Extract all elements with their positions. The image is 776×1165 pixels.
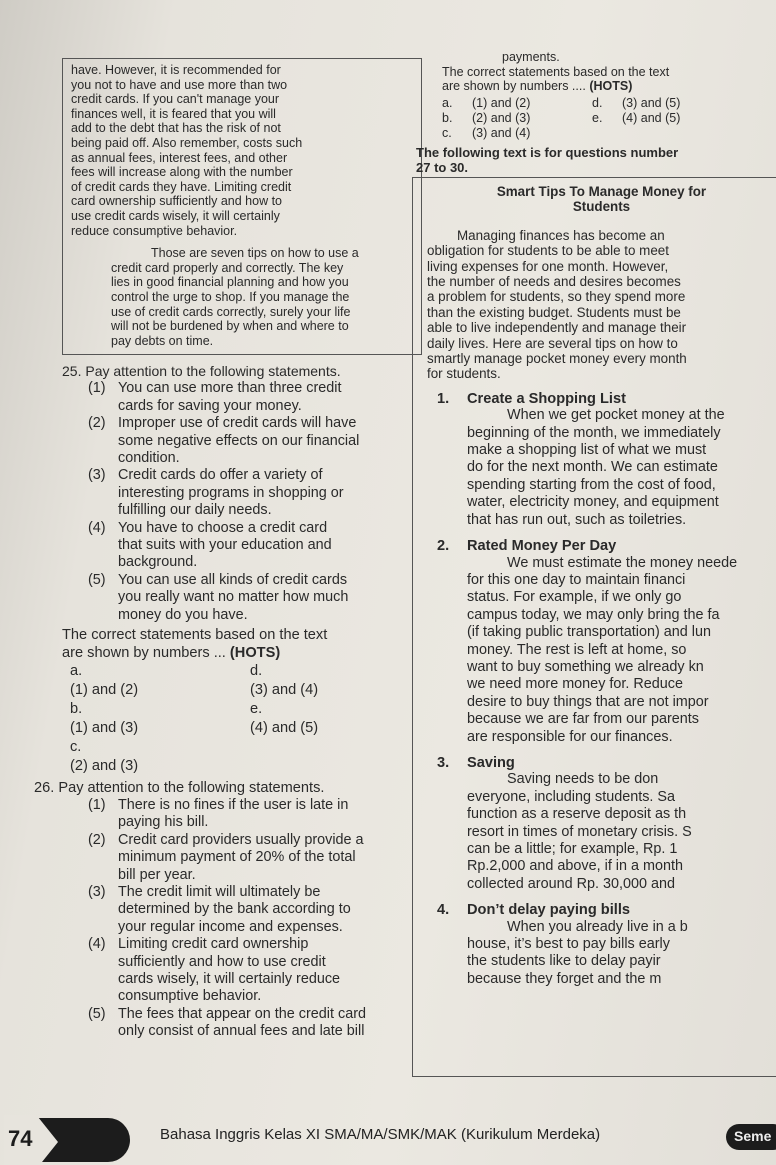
- tip-body: [467, 555, 776, 746]
- statement-item: [88, 884, 422, 936]
- tip-number: 1.: [437, 390, 450, 407]
- statement-item: [88, 797, 422, 832]
- statement-text: [118, 884, 422, 936]
- article-title: Smart Tips To Manage Money for Students: [496, 183, 707, 214]
- question-25-statements: [62, 380, 422, 624]
- text-line: status. For example, if we only go: [467, 589, 682, 606]
- credit-card-paragraph-1: [71, 63, 413, 238]
- answer-option: [592, 111, 742, 126]
- tip-number: 2.: [437, 538, 450, 555]
- book-title: Bahasa Inggris Kelas XI SMA/MA/SMK/MAK (Kurikulum Merdeka): [160, 1126, 601, 1143]
- text-line: spending starting from the cost of food,: [467, 476, 716, 493]
- text-line: because we are far from our parents: [467, 711, 699, 728]
- text-line: consumptive behavior.: [118, 988, 262, 1005]
- question-26: [34, 780, 422, 797]
- tip-number: 3.: [437, 754, 450, 771]
- text-line: because they forget and the m: [467, 970, 662, 987]
- page-footer: [0, 1112, 776, 1165]
- text-line: use credit cards wisely, it will certainly: [71, 208, 280, 223]
- page-number: 74: [8, 1126, 33, 1151]
- text-line: (if taking public transportation) and lun: [467, 624, 711, 641]
- question-26-continued: payments. The correct statements based on the text are shown by numbers .... (HOTS) a. (1) and (2) d. (3) and (5) b. (2) and (3) e. (4) and (5) c. (3) and (4): [442, 50, 776, 141]
- option-text: (3) and (4): [472, 125, 531, 140]
- answer-option: [592, 96, 742, 111]
- tip-heading: [437, 392, 776, 407]
- statement-text: [118, 936, 422, 1006]
- text-line: the number of needs and desires becomes: [427, 274, 681, 289]
- text-line: Those are seven tips on how to use a: [151, 246, 359, 261]
- text-line: lies in good financial planning and how you: [111, 275, 349, 290]
- statement-number: (2): [88, 831, 106, 848]
- statement-number: (3): [88, 884, 106, 900]
- tip-body: [467, 771, 776, 893]
- statement-text: [118, 467, 422, 519]
- statement-number: (4): [88, 936, 106, 953]
- text-line: able to live independently and manage their: [427, 320, 687, 336]
- option-text: (2) and (3): [472, 110, 531, 125]
- text-line: Credit cards do offer a variety of: [118, 467, 323, 484]
- statement-item: [88, 380, 422, 415]
- option-text: (1) and (3): [70, 719, 139, 736]
- statement-item: [88, 936, 422, 1006]
- text-line: function as a reserve deposit as th: [467, 806, 687, 823]
- question-25-prompt: The correct statements based on the text are shown by numbers ... (HOTS): [62, 626, 328, 661]
- text-line: some negative effects on our financial: [118, 432, 360, 449]
- statement-text: [118, 415, 422, 467]
- text-line: control the urge to shop. If you manage the: [111, 289, 350, 304]
- tip-body: [467, 919, 776, 989]
- text-line: The fees that appear on the credit card: [118, 1005, 366, 1022]
- statement-text: [118, 380, 422, 415]
- text-line: You can use more than three credit: [118, 380, 342, 397]
- statement-item: [88, 520, 422, 572]
- text-line: are responsible for our finances.: [467, 728, 673, 745]
- question-stem: Pay attention to the following statements.: [85, 363, 341, 380]
- text-line: obligation for students to be able to meet: [427, 243, 669, 259]
- text-line: condition.: [118, 449, 180, 466]
- text-line: living expenses for one month. However,: [427, 258, 669, 274]
- text-line: make a shopping list of what we must: [467, 442, 707, 459]
- tip-body: [467, 407, 776, 529]
- text-line: When you already live in a b: [507, 918, 688, 935]
- text-line: smartly manage pocket money every month: [427, 351, 687, 367]
- statement-item: [88, 832, 422, 884]
- answer-option: [70, 738, 250, 776]
- statement-number: (5): [88, 1005, 106, 1022]
- statement-number: (3): [88, 467, 106, 484]
- text-line: do for the next month. We can estimate: [467, 459, 718, 476]
- statement-number: (4): [88, 519, 106, 536]
- text-line: have. However, it is recommended for: [71, 63, 281, 77]
- text-line: When we get pocket money at the: [507, 407, 725, 424]
- text-line: card ownership sufficiently and how to: [71, 194, 282, 209]
- tip-number: 4.: [437, 902, 450, 919]
- text-line: sufficiently and how to use credit: [118, 953, 326, 970]
- statement-text: [118, 832, 422, 884]
- text-line: for students.: [427, 366, 501, 382]
- tip-title: Create a Shopping List: [467, 390, 626, 407]
- tip-title: Don’t delay paying bills: [467, 902, 630, 919]
- answer-option: [442, 126, 592, 141]
- statement-text: [118, 572, 422, 624]
- text-line: of credit cards they have. Limiting credit: [71, 179, 292, 194]
- text-line: background.: [118, 554, 198, 571]
- text-line: The credit limit will ultimately be: [118, 884, 321, 900]
- text-line: Rp.2,000 and above, if in a month: [467, 858, 684, 875]
- text-line: as annual fees, interest fees, and other: [71, 150, 288, 165]
- text-line: will not be burdened by when and where to: [111, 319, 349, 334]
- tip-heading: [437, 539, 776, 554]
- text-line: than the existing budget. Students must be: [427, 304, 681, 320]
- option-text: (4) and (5): [622, 110, 681, 125]
- text-line: fulfilling our daily needs.: [118, 502, 272, 519]
- text-line: You have to choose a credit card: [118, 519, 328, 536]
- option-letter: c.: [70, 738, 82, 755]
- text-line: water, electricity money, and equipment: [467, 494, 719, 511]
- option-letter: d.: [250, 662, 263, 679]
- option-letter: e.: [592, 110, 603, 125]
- text-line: credit cards. If you can't manage your: [71, 92, 280, 107]
- text-line: paying his bill.: [118, 814, 209, 831]
- question-26-options: [442, 96, 776, 141]
- answer-option: [250, 700, 410, 738]
- text-line: money do you have.: [118, 606, 248, 623]
- credit-card-text-box: [62, 58, 422, 355]
- text-line: add to the debt that has the risk of not: [71, 121, 281, 136]
- statement-number: (1): [88, 796, 106, 813]
- text-line: the students like to delay payir: [467, 953, 661, 970]
- tip-title: Rated Money Per Day: [467, 538, 617, 555]
- option-letter: e.: [250, 700, 263, 717]
- text-line: reduce consumptive behavior.: [71, 223, 238, 238]
- text-line: collected around Rp. 30,000 and: [467, 875, 676, 892]
- credit-card-paragraph-2: [71, 246, 413, 348]
- text-line: your regular income and expenses.: [118, 918, 343, 935]
- text-line: credit card properly and correctly. The key: [111, 260, 344, 275]
- option-letter: b.: [70, 700, 83, 717]
- smart-tips-text-box: [412, 177, 776, 1077]
- tip-heading: [437, 756, 776, 771]
- question-26-statements: [62, 797, 422, 1041]
- question-stem: Pay attention to the following statements.: [58, 779, 325, 796]
- answer-option: [250, 662, 410, 700]
- article-intro: [427, 228, 776, 382]
- question-number: 26.: [34, 779, 55, 796]
- tip-title: Saving: [467, 754, 515, 771]
- text-line: fees will increase along with the number: [71, 165, 293, 180]
- text-line: only consist of annual fees and late bill: [118, 1023, 365, 1040]
- option-text: (1) and (2): [70, 681, 139, 698]
- text-line: being paid off. Also remember, costs such: [71, 135, 303, 150]
- article-tips: [427, 392, 776, 988]
- text-line: determined by the bank according to: [118, 901, 351, 918]
- option-letter: b.: [442, 110, 453, 125]
- text-line: you not to have and use more than two: [71, 77, 288, 92]
- text-line: want to buy something we already kn: [467, 658, 704, 675]
- statement-item: [88, 467, 422, 519]
- text-line: Limiting credit card ownership: [118, 936, 309, 953]
- text-line: beginning of the month, we immediately: [467, 424, 721, 441]
- question-number: 25.: [62, 363, 82, 380]
- hots-label: (HOTS): [589, 79, 633, 94]
- text-line: you really want no matter how much: [118, 589, 349, 606]
- hots-label: (HOTS): [229, 644, 281, 661]
- text-line: that has run out, such as toiletries.: [467, 511, 687, 528]
- text-line: daily lives. Here are several tips on how to: [427, 335, 678, 351]
- statement-text: [118, 797, 422, 832]
- answer-option: [70, 662, 250, 700]
- text-line: resort in times of monetary crisis. S: [467, 823, 692, 840]
- option-letter: a.: [442, 95, 453, 110]
- reading-instruction: The following text is for questions number 27 to 30.: [416, 144, 679, 175]
- option-letter: a.: [70, 662, 83, 679]
- statement-number: (1): [88, 380, 106, 397]
- text-line: money. The rest is left at home, so: [467, 641, 687, 658]
- text-line: There is no fines if the user is late in: [118, 796, 349, 813]
- text-line: can be a little; for example, Rp. 1: [467, 841, 678, 857]
- text-line: campus today, we may only bring the fa: [467, 606, 720, 623]
- option-letter: c.: [442, 125, 452, 140]
- text-line: cards wisely, it will certainly reduce: [118, 971, 341, 988]
- text-line: a problem for students, so they spend more: [427, 289, 686, 305]
- text-line: interesting programs in shopping or: [118, 484, 344, 501]
- left-column: [34, 58, 422, 1041]
- statement-item: [88, 415, 422, 467]
- text-line: house, it’s best to pay bills early: [467, 936, 670, 953]
- text-line: use of credit cards correctly, surely your life: [111, 304, 351, 319]
- statement-item: [88, 572, 422, 624]
- text-line: finances well, it is feared that you will: [71, 106, 276, 121]
- text-line: we need more money for. Reduce: [467, 676, 683, 693]
- semester-badge: Seme: [726, 1124, 776, 1150]
- option-text: (3) and (4): [250, 681, 319, 698]
- option-letter: d.: [592, 95, 603, 110]
- text-line: You can use all kinds of credit cards: [118, 571, 348, 588]
- text-line: Managing finances has become an: [457, 227, 665, 243]
- text-line: for this one day to maintain financi: [467, 571, 686, 588]
- question-25-options: [70, 662, 422, 776]
- answer-option: [70, 700, 250, 738]
- statement-text: [118, 1006, 422, 1041]
- tip-heading: [437, 903, 776, 918]
- text-line: desire to buy things that are not impor: [467, 693, 709, 710]
- statement-item: [88, 1006, 422, 1041]
- text-line: Credit card providers usually provide a: [118, 831, 364, 848]
- option-text: (2) and (3): [70, 757, 139, 774]
- question-25: [62, 363, 422, 380]
- statement-text: [118, 520, 422, 572]
- text-line: pay debts on time.: [111, 333, 214, 348]
- answer-option: [442, 111, 592, 126]
- right-column: [412, 50, 776, 1077]
- option-text: (3) and (5): [622, 95, 681, 110]
- text-line: Improper use of credit cards will have: [118, 415, 357, 432]
- statement-number: (5): [88, 571, 106, 588]
- text-line: We must estimate the money neede: [507, 554, 738, 571]
- text-line: everyone, including students. Sa: [467, 788, 675, 805]
- text-line: cards for saving your money.: [118, 397, 302, 414]
- option-text: (1) and (2): [472, 95, 531, 110]
- answer-option: [442, 96, 592, 111]
- option-text: (4) and (5): [250, 719, 319, 736]
- statement-number: (2): [88, 415, 106, 432]
- text-line: bill per year.: [118, 866, 196, 883]
- text-line: minimum payment of 20% of the total: [118, 849, 356, 866]
- text-line: Saving needs to be don: [507, 771, 659, 788]
- text-line: that suits with your education and: [118, 536, 332, 553]
